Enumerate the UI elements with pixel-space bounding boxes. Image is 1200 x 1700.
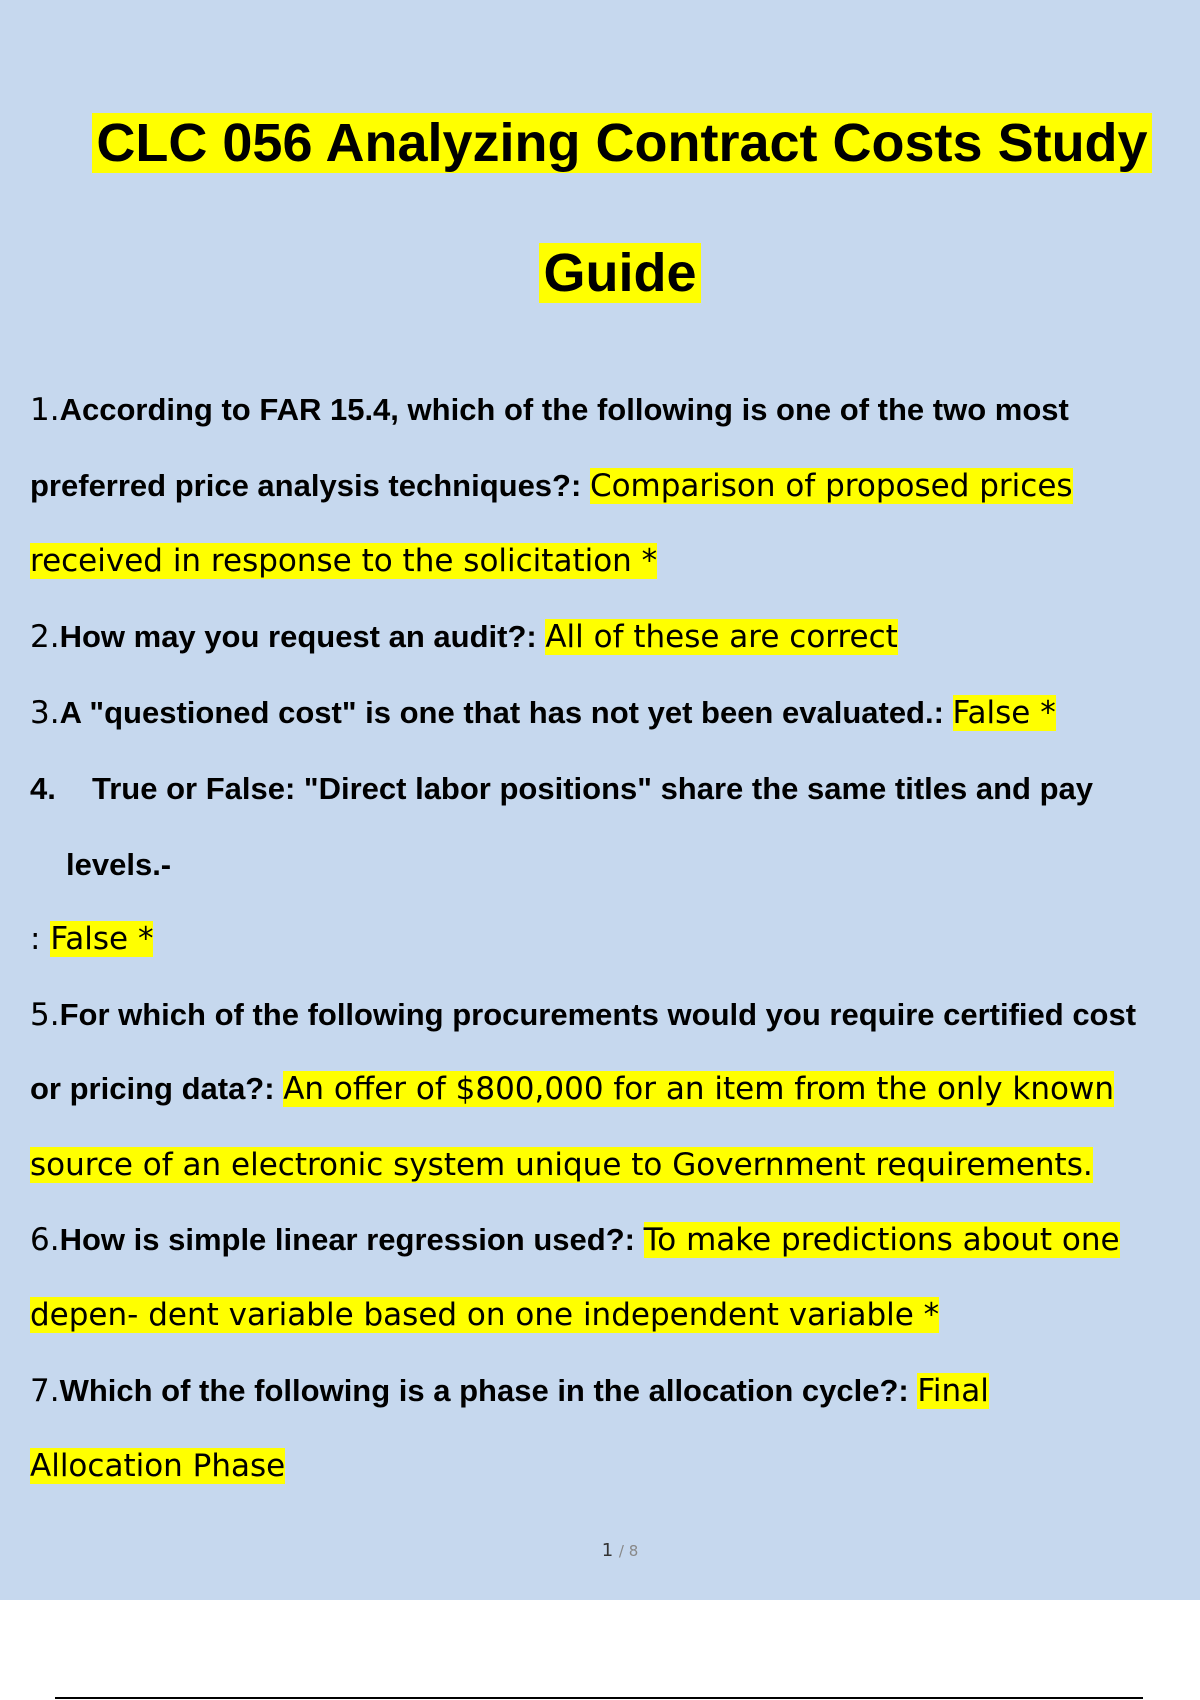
question-1-line-2 [30, 466, 1073, 506]
question-number: 1. [30, 392, 60, 428]
question-1-line-3 [30, 541, 657, 581]
question-text: How is simple linear regression used?: [59, 1222, 644, 1257]
question-6-line-1 [30, 1220, 1120, 1260]
question-text: or pricing data?: [30, 1071, 284, 1106]
question-number: 4. [30, 771, 56, 806]
question-text: True or False: "Direct labor positions" share the same titles and pay [92, 771, 1094, 806]
question-text: How may you request an audit?: [59, 619, 546, 654]
question-6-line-2 [30, 1295, 939, 1335]
question-number: 2. [30, 619, 60, 655]
page-current: 1 [601, 1540, 614, 1561]
question-4-line-1 [30, 769, 1093, 809]
answer-text: received in response to the solicitation * [30, 543, 658, 579]
question-1-line-1 [30, 390, 1069, 430]
answer-text: To make predictions about one [643, 1222, 1120, 1258]
page-divider [55, 1697, 1143, 1699]
question-text: According to FAR 15.4, which of the following is one of the two most [59, 392, 1069, 427]
question-7-line-2 [30, 1446, 285, 1486]
answer-text: False * [952, 695, 1056, 731]
answer-text: Comparison of proposed prices [589, 468, 1073, 504]
title-text-2: Guide [539, 243, 700, 303]
page-indicator [0, 1540, 1200, 1561]
question-7-line-1 [30, 1371, 989, 1411]
answer-text: Final [917, 1373, 989, 1409]
answer-text: False * [50, 921, 154, 957]
question-number: 7. [30, 1373, 60, 1409]
question-4-answer [30, 919, 153, 959]
question-5-line-2 [30, 1069, 1114, 1109]
answer-text: depen- dent variable based on one independent variable * [30, 1297, 940, 1333]
answer-text: source of an electronic system unique to Government requirements. [30, 1147, 1093, 1183]
title-line-1 [22, 110, 1200, 176]
question-3 [30, 693, 1056, 733]
question-text: preferred price analysis techniques?: [30, 468, 590, 503]
answer-text: An offer of $800,000 for an item from the only known [283, 1071, 1114, 1107]
answer-text: Allocation Phase [30, 1448, 286, 1484]
question-5-line-3 [30, 1145, 1093, 1185]
question-2 [30, 617, 898, 657]
question-number: 6. [30, 1222, 60, 1258]
question-text: levels.- [66, 847, 172, 882]
answer-text: All of these are correct [545, 619, 898, 655]
question-text: A "questioned cost" is one that has not yet been evaluated.: [59, 695, 953, 730]
page-total: / 8 [618, 1542, 639, 1560]
title-text-1: CLC 056 Analyzing Contract Costs Study [92, 113, 1151, 173]
question-text: For which of the following procurements would you require certified cost [59, 997, 1137, 1032]
title-line-2 [20, 240, 1200, 306]
answer-prefix: : [30, 921, 51, 957]
question-5-line-1 [30, 995, 1136, 1035]
question-number: 5. [30, 997, 60, 1033]
question-4-line-2 [66, 845, 171, 885]
question-text: Which of the following is a phase in the allocation cycle?: [59, 1373, 918, 1408]
question-number: 3. [30, 695, 60, 731]
